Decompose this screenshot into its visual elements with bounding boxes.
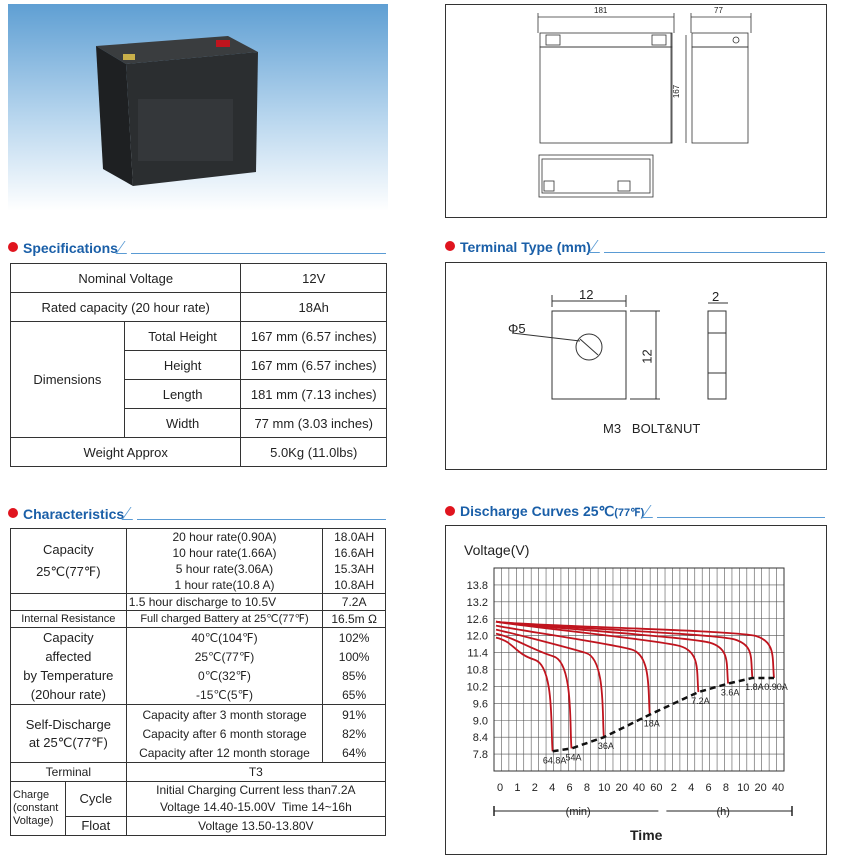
terminal-type-header <box>445 235 825 255</box>
curve-label: 1.8A <box>745 681 764 692</box>
header-rule-tail <box>604 252 825 253</box>
chart-xlabel: Time <box>630 827 663 843</box>
terminal-caption: M3 BOLT&NUT <box>603 421 701 436</box>
discharge-curve <box>496 634 572 749</box>
char-value: 100% <box>323 647 386 666</box>
curve-label: 36A <box>597 741 614 752</box>
self-discharge-label <box>11 705 127 763</box>
x-tick-label: 20 <box>754 782 767 794</box>
y-tick-label: 12.0 <box>466 630 488 643</box>
specifications-title: Specifications <box>23 240 118 256</box>
capacity-label <box>11 529 127 594</box>
bullet-icon <box>8 508 18 518</box>
y-tick-label: 13.2 <box>466 596 488 609</box>
spec-label: Total Height <box>124 322 241 351</box>
curve-label: 0.90A <box>764 681 788 692</box>
x-tick-label: 10 <box>737 782 750 794</box>
temperature-label-line: by Temperature <box>23 668 114 683</box>
discharge-header <box>445 500 825 520</box>
char-condition: 0℃(32℉) <box>126 666 323 685</box>
table-row <box>11 763 386 782</box>
x-unit-min: (min) <box>565 806 591 818</box>
char-value: 18.0AH <box>323 529 386 546</box>
curve-label: 18A <box>643 718 660 729</box>
x-tick-label: 40 <box>771 782 785 794</box>
chart-ylabel: Voltage(V) <box>464 542 530 558</box>
spec-label: Nominal Voltage <box>11 264 241 293</box>
char-value: T3 <box>126 763 385 782</box>
table-row <box>11 782 386 817</box>
temperature-label-line: Capacity <box>43 630 94 645</box>
table-row <box>11 322 387 351</box>
header-rule-tail <box>137 519 386 520</box>
spec-value: 167 mm (6.57 inches) <box>241 351 387 380</box>
self-discharge-label-line: Self-Discharge <box>25 716 111 732</box>
x-tick-label: 60 <box>650 782 663 794</box>
discharge-title-paren: (77℉) <box>614 507 645 519</box>
terminal-thickness-dim: 2 <box>712 289 720 304</box>
char-value: 91% <box>323 705 386 725</box>
product-photo <box>8 4 388 211</box>
spec-group-label: Dimensions <box>11 322 125 438</box>
dim-width: 181 <box>594 6 608 15</box>
battery-image <box>8 4 388 211</box>
char-condition: 20 hour rate(0.90A) <box>126 529 323 546</box>
x-tick-label: 1 <box>514 782 521 794</box>
x-tick-label: 2 <box>670 782 677 794</box>
char-value: 64% <box>323 743 386 763</box>
x-tick-label: 6 <box>705 782 712 794</box>
x-tick-label: 4 <box>549 782 556 794</box>
char-condition: 5 hour rate(3.06A) <box>126 561 323 577</box>
x-tick-label: 8 <box>722 782 729 794</box>
bullet-icon <box>8 242 18 252</box>
char-condition: 25℃(77℉) <box>126 647 323 666</box>
terminal-hole-dim: Φ5 <box>508 321 526 336</box>
charge-label-line: Charge <box>13 789 50 801</box>
characteristics-header <box>8 502 386 522</box>
char-condition: Capacity after 6 month storage <box>126 724 323 743</box>
char-value: 102% <box>323 628 386 648</box>
bullet-icon <box>445 506 455 516</box>
discharge-title-main: Discharge Curves 25℃ <box>460 503 615 519</box>
table-row <box>11 817 386 836</box>
char-condition: 10 hour rate(1.66A) <box>126 545 323 561</box>
charge-label-line: (constant <box>13 802 59 814</box>
char-condition: -15℃(5℉) <box>126 685 323 705</box>
char-value: 16.5m Ω <box>323 611 386 628</box>
spec-value: 181 mm (7.13 inches) <box>241 380 387 409</box>
dim-depth: 77 <box>714 6 723 15</box>
float-value: Voltage 13.50-13.80V <box>126 817 385 836</box>
char-condition: Full charged Battery at 25℃(77℉) <box>126 611 323 628</box>
table-row <box>11 594 386 611</box>
terminal-type-title: Terminal Type (mm) <box>460 239 591 255</box>
spec-label: Length <box>124 380 241 409</box>
char-condition: 1.5 hour discharge to 10.5V <box>126 594 323 611</box>
cycle-label: Cycle <box>65 782 126 817</box>
temperature-label-line: (20hour rate) <box>30 687 106 702</box>
terminal-svg <box>446 263 826 469</box>
y-tick-label: 8.4 <box>472 732 488 745</box>
char-condition: Capacity after 3 month storage <box>126 705 323 725</box>
cycle-line: Voltage 14.40-15.00V Time 14~16h <box>159 800 352 814</box>
spec-label: Width <box>124 409 241 438</box>
charge-label <box>11 782 66 836</box>
capacity-label-line: 25℃(77℉) <box>36 564 101 579</box>
end-voltage-line <box>553 678 774 751</box>
charge-label-line: Voltage) <box>13 815 54 827</box>
header-rule-tail <box>131 253 386 254</box>
table-row <box>11 529 386 546</box>
x-tick-label: 8 <box>583 782 590 794</box>
specifications-table <box>10 263 387 467</box>
curve-label: 7.2A <box>691 696 710 707</box>
table-row <box>11 438 387 467</box>
spec-label: Rated capacity (20 hour rate) <box>11 293 241 322</box>
char-value: 15.3AH <box>323 561 386 577</box>
curve-label: 54A <box>565 752 582 763</box>
chart-svg <box>446 526 826 854</box>
y-tick-label: 9.6 <box>472 698 488 711</box>
bullet-icon <box>445 241 455 251</box>
spec-value: 12V <box>241 264 387 293</box>
curve-label: 64.8A <box>542 755 567 766</box>
x-tick-label: 40 <box>632 782 646 794</box>
char-value: 85% <box>323 666 386 685</box>
spec-value: 167 mm (6.57 inches) <box>241 322 387 351</box>
discharge-curve <box>496 626 650 715</box>
discharge-curve <box>496 638 553 752</box>
char-value: 65% <box>323 685 386 705</box>
temperature-label-line: affected <box>45 649 92 664</box>
y-tick-label: 10.2 <box>466 681 488 694</box>
y-tick-label: 7.8 <box>472 749 488 762</box>
char-condition: 1 hour rate(10.8 A) <box>126 577 323 594</box>
capacity-label-line: Capacity <box>43 542 94 557</box>
y-tick-label: 10.8 <box>466 664 488 677</box>
y-tick-label: 12.6 <box>466 613 488 626</box>
char-value: 7.2A <box>323 594 386 611</box>
table-row <box>11 611 386 628</box>
characteristics-table <box>10 528 386 836</box>
x-tick-label: 6 <box>566 782 573 794</box>
terminal-drawing <box>445 262 827 470</box>
x-tick-label: 20 <box>615 782 628 794</box>
table-row <box>11 705 386 725</box>
header-rule-tail <box>657 517 825 518</box>
spec-label: Height <box>124 351 241 380</box>
char-value: 10.8AH <box>323 577 386 594</box>
dimension-drawing <box>445 4 827 218</box>
self-discharge-label-line: at 25℃(77℉) <box>28 734 108 750</box>
float-label: Float <box>65 817 126 836</box>
dim-height: 167 <box>672 84 682 99</box>
x-unit-h: (h) <box>716 806 730 818</box>
char-value: 82% <box>323 724 386 743</box>
terminal-width-dim: 12 <box>579 287 594 302</box>
specifications-header <box>8 236 386 256</box>
y-tick-label: 11.4 <box>467 647 488 660</box>
spec-value: 5.0Kg (11.0lbs) <box>241 438 387 467</box>
blank-cell <box>11 594 127 611</box>
char-value: 16.6AH <box>323 545 386 561</box>
drawing-svg <box>446 5 826 217</box>
discharge-title <box>460 503 644 520</box>
x-tick-label: 2 <box>531 782 538 794</box>
x-tick-label: 4 <box>688 782 695 794</box>
characteristics-title: Characteristics <box>23 506 125 522</box>
y-tick-label: 9.0 <box>472 715 488 728</box>
temperature-label <box>11 628 127 705</box>
char-condition: 40℃(104℉) <box>126 628 323 648</box>
y-tick-label: 13.8 <box>466 579 488 592</box>
char-label: Internal Resistance <box>11 611 127 628</box>
table-row <box>11 628 386 648</box>
curve-label: 3.6A <box>720 687 740 698</box>
spec-value: 18Ah <box>241 293 387 322</box>
char-condition: Capacity after 12 month storage <box>126 743 323 763</box>
spec-value: 77 mm (3.03 inches) <box>241 409 387 438</box>
cycle-line: Initial Charging Current less than7.2A <box>156 783 356 797</box>
spec-label: Weight Approx <box>11 438 241 467</box>
table-row <box>11 264 387 293</box>
discharge-chart <box>445 525 827 855</box>
char-label: Terminal <box>11 763 127 782</box>
x-tick-label: 0 <box>496 782 504 794</box>
cycle-value <box>126 782 385 817</box>
x-tick-label: 10 <box>598 782 611 794</box>
terminal-height-dim: 12 <box>639 349 655 364</box>
table-row <box>11 293 387 322</box>
